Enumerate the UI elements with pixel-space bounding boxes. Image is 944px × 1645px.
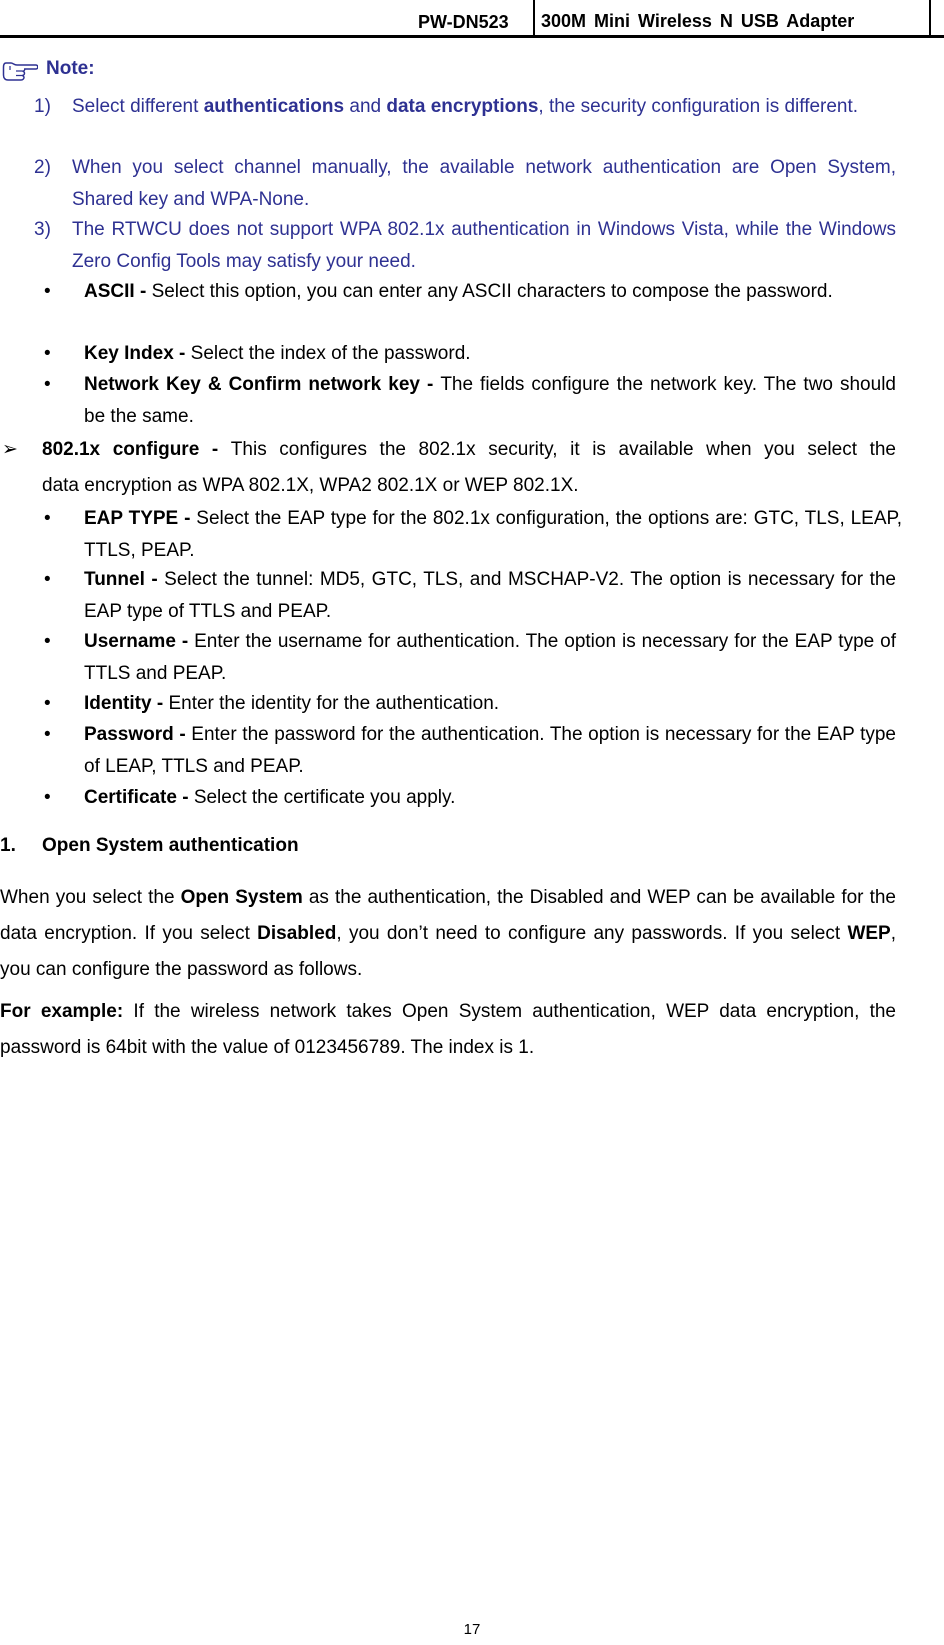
bullet: • bbox=[44, 343, 51, 364]
bullet-item-network-key: Network Key & Confirm network key - The fields configure the network key. The two should be the same. bbox=[84, 374, 896, 427]
header-model: PW-DN523 bbox=[418, 12, 509, 32]
pointing-hand-icon bbox=[2, 59, 38, 83]
bullet: • bbox=[44, 724, 51, 745]
example-paragraph: For example: If the wireless network takes Open System authentication, WEP data encryption, the password is 64bit with the value of 0123456789. The index is 1. bbox=[0, 1001, 896, 1058]
bullet-item-password: Password - Enter the password for the authentication. The option is necessary for the EAP type of LEAP, TTLS and PEAP. bbox=[84, 724, 896, 777]
header-product: 300M Mini Wireless N USB Adapter bbox=[533, 0, 931, 37]
bullet: • bbox=[44, 631, 51, 652]
bullet-item-certificate: Certificate - Select the certificate you apply. bbox=[84, 787, 456, 808]
bullet-item-key-index: Key Index - Select the index of the password. bbox=[84, 343, 471, 364]
note-item-number: 3) bbox=[34, 219, 51, 240]
page-header bbox=[0, 0, 944, 38]
section-paragraph: When you select the Open System as the authentication, the Disabled and WEP can be available for the data encryption. If you select Disabled, you don’t need to configure any passwords. If you select WEP, you can configure the password as follows. bbox=[0, 887, 896, 980]
note-title: Note: bbox=[46, 58, 95, 79]
note-item: When you select channel manually, the available network authentication are Open System, Shared key and WPA-None. bbox=[72, 157, 896, 210]
section-8021x-intro-cont: data encryption as WPA 802.1X, WPA2 802.1X or WEP 802.1X. bbox=[42, 475, 579, 496]
note-item: Select different authentications and data encryptions, the security configuration is different. bbox=[72, 96, 859, 117]
arrow-bullet-icon: ➢ bbox=[2, 439, 18, 460]
note-item-number: 1) bbox=[34, 96, 51, 117]
bullet: • bbox=[44, 693, 51, 714]
bullet-item-eap-type: EAP TYPE - Select the EAP type for the 802.1x configuration, the options are: GTC, TLS, LEAP, TTLS, PEAP. bbox=[84, 508, 902, 561]
section-heading: Open System authentication bbox=[42, 835, 299, 856]
bullet: • bbox=[44, 787, 51, 808]
header-rule bbox=[0, 35, 944, 38]
bullet-item-username: Username - Enter the username for authentication. The option is necessary for the EAP type of TTLS and PEAP. bbox=[84, 631, 896, 684]
bullet: • bbox=[44, 374, 51, 395]
page-number: 17 bbox=[463, 1621, 481, 1638]
section-number: 1. bbox=[0, 835, 16, 856]
note-item: The RTWCU does not support WPA 802.1x authentication in Windows Vista, while the Windows Zero Config Tools may satisfy your need. bbox=[72, 219, 896, 272]
bullet-item-identity: Identity - Enter the identity for the authentication. bbox=[84, 693, 500, 714]
bullet: • bbox=[44, 281, 51, 302]
bullet-item-tunnel: Tunnel - Select the tunnel: MD5, GTC, TLS, and MSCHAP-V2. The option is necessary for the EAP type of TTLS and PEAP. bbox=[84, 569, 896, 622]
section-8021x-intro: 802.1x configure - This configures the 802.1x security, it is available when you select the bbox=[42, 439, 897, 460]
note-item-number: 2) bbox=[34, 157, 51, 178]
bullet-item-ascii: ASCII - Select this option, you can enter any ASCII characters to compose the password. bbox=[84, 281, 833, 302]
bullet: • bbox=[44, 508, 51, 529]
bullet: • bbox=[44, 569, 51, 590]
